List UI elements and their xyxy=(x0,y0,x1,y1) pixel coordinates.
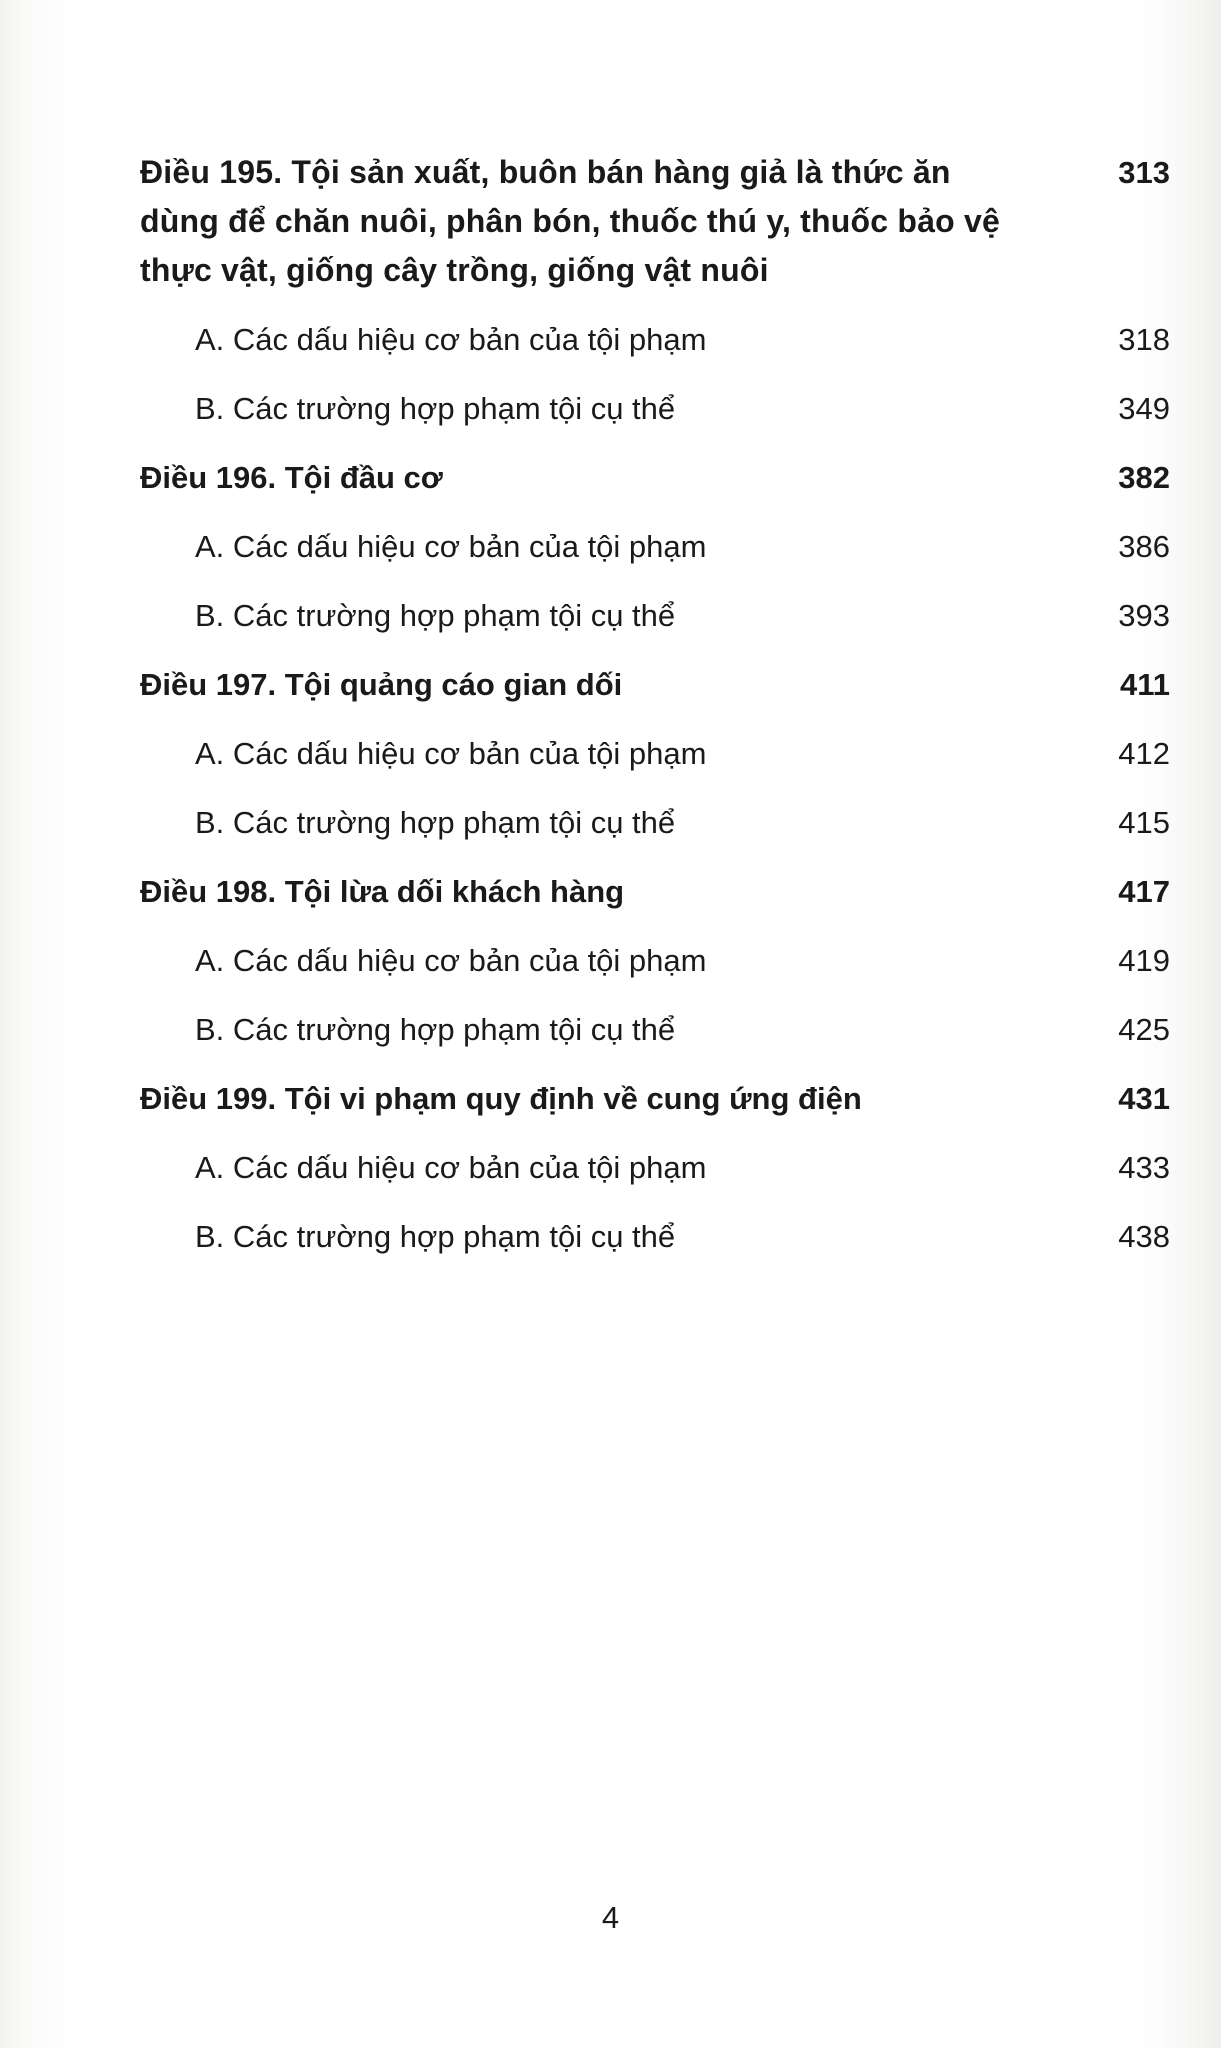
toc-subentry-page: 438 xyxy=(1118,1219,1170,1254)
toc-subentry-page: 412 xyxy=(1118,736,1170,771)
toc-entry-page: 417 xyxy=(1118,874,1170,909)
toc-subentry-page: 419 xyxy=(1118,943,1170,978)
toc-subentry xyxy=(140,936,1170,985)
toc-subentry-page: 318 xyxy=(1118,322,1170,357)
toc-subentry-title: B. Các trường hợp phạm tội cụ thể xyxy=(195,598,676,633)
toc-subentry-page: 425 xyxy=(1118,1012,1170,1047)
toc-entry-dieu-197 xyxy=(140,660,1170,709)
toc-subentry-title: B. Các trường hợp phạm tội cụ thể xyxy=(195,391,676,426)
toc-entry-page: 382 xyxy=(1118,460,1170,495)
toc-subentry xyxy=(140,1212,1170,1261)
toc-subentry-title: A. Các dấu hiệu cơ bản của tội phạm xyxy=(195,322,707,357)
toc-subentry xyxy=(140,315,1170,364)
toc-entry-title: Điều 197. Tội quảng cáo gian dối xyxy=(140,667,623,702)
toc-entry-page: 411 xyxy=(1119,667,1170,702)
toc-subentry xyxy=(140,1143,1170,1192)
toc-entry-page: 431 xyxy=(1118,1081,1170,1116)
toc-subentry-page: 415 xyxy=(1118,805,1170,840)
toc-entry-dieu-199 xyxy=(140,1074,1170,1123)
toc-subentry-title: A. Các dấu hiệu cơ bản của tội phạm xyxy=(195,1150,707,1185)
toc-entry-title: Điều 199. Tội vi phạm quy định về cung ứng điện xyxy=(140,1081,862,1116)
toc-subentry xyxy=(140,591,1170,640)
toc-subentry-page: 386 xyxy=(1118,529,1170,564)
toc-entry-title: Điều 195. Tội sản xuất, buôn bán hàng giả là thức ăn dùng để chăn nuôi, phân bón, thuốc thú y, thuốc bảo vệ thực vật, giống cây trồng, giống vật nuôi xyxy=(140,154,1000,288)
toc-subentry xyxy=(140,1005,1170,1054)
toc-subentry-page: 349 xyxy=(1118,391,1170,426)
toc-subentry xyxy=(140,522,1170,571)
page-number: 4 xyxy=(601,1900,620,1935)
toc-subentry-page: 433 xyxy=(1118,1150,1170,1185)
toc-subentry-title: A. Các dấu hiệu cơ bản của tội phạm xyxy=(195,943,707,978)
toc-subentry xyxy=(140,798,1170,847)
toc-subentry-title: A. Các dấu hiệu cơ bản của tội phạm xyxy=(195,736,707,771)
toc-entry-title: Điều 196. Tội đầu cơ xyxy=(140,460,443,495)
toc-subentry xyxy=(140,384,1170,433)
toc-subentry xyxy=(140,729,1170,778)
toc-subentry-page: 393 xyxy=(1118,598,1170,633)
table-of-contents xyxy=(140,148,1170,1281)
toc-subentry-title: B. Các trường hợp phạm tội cụ thể xyxy=(195,1219,676,1254)
toc-entry-dieu-196 xyxy=(140,453,1170,502)
toc-entry-dieu-198 xyxy=(140,867,1170,916)
toc-entry-page: 313 xyxy=(1118,155,1170,190)
toc-subentry-title: A. Các dấu hiệu cơ bản của tội phạm xyxy=(195,529,707,564)
toc-entry-dieu-195 xyxy=(140,148,1170,295)
toc-entry-title: Điều 198. Tội lừa dối khách hàng xyxy=(140,874,625,909)
toc-subentry-title: B. Các trường hợp phạm tội cụ thể xyxy=(195,1012,676,1047)
toc-subentry-title: B. Các trường hợp phạm tội cụ thể xyxy=(195,805,676,840)
